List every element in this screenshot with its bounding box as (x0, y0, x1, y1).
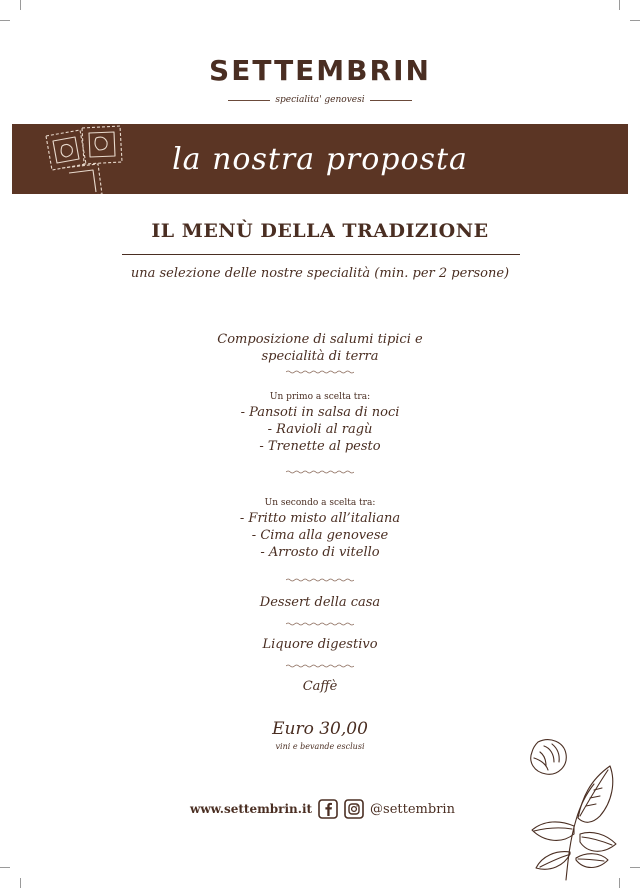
crop-mark (0, 867, 10, 868)
website-link[interactable]: www.settembrin.it (190, 802, 313, 816)
secondo-item: - Fritto misto all’italiana (239, 511, 401, 526)
crop-mark (630, 20, 640, 21)
primo-item: - Pansoti in salsa di noci (240, 405, 400, 420)
caffe-item: Caffè (302, 679, 338, 694)
crop-mark (0, 20, 10, 21)
dessert-item: Dessert della casa (259, 595, 381, 610)
antipasto-line: specialità di terra (261, 349, 379, 364)
crop-mark (20, 878, 21, 888)
primo-section (0, 390, 640, 455)
crop-mark (630, 867, 640, 868)
social-handle[interactable]: @settembrin (370, 801, 455, 817)
brand-tagline-row (228, 92, 412, 108)
instagram-icon[interactable] (344, 799, 364, 819)
basil-illustration (524, 734, 620, 882)
wave-divider (286, 663, 354, 669)
price-amount: Euro 30,00 (272, 719, 368, 739)
price-note: vini e bevande esclusi (275, 742, 365, 751)
primo-item: - Ravioli al ragù (267, 422, 373, 437)
antipasto-line: Composizione di salumi tipici e (217, 332, 423, 347)
wave-divider (286, 369, 354, 375)
crop-mark (619, 0, 620, 10)
crop-mark (20, 0, 21, 10)
wave-divider (286, 621, 354, 627)
secondo-section (0, 496, 640, 561)
tagline-rule-right (370, 100, 412, 101)
wave-divider (286, 577, 354, 583)
caffe-section (0, 678, 640, 695)
dessert-section (0, 594, 640, 611)
secondo-item: - Arrosto di vitello (260, 545, 380, 560)
menu-title: IL MENÙ DELLA TRADIZIONE (151, 220, 489, 242)
wave-divider (286, 469, 354, 475)
facebook-icon[interactable] (318, 799, 338, 819)
primo-item: - Trenette al pesto (259, 439, 381, 454)
primo-heading: Un primo a scelta tra: (269, 392, 371, 402)
brand-tagline: specialita' genovesi (275, 95, 365, 105)
footer (190, 798, 455, 820)
antipasto-section (0, 331, 640, 365)
menu-subtitle: una selezione delle nostre specialità (min. per 2 persone) (130, 266, 510, 281)
liquore-item: Liquore digestivo (262, 637, 378, 652)
liquore-section (0, 636, 640, 653)
title-divider (122, 254, 520, 255)
brand-logo: SETTEMBRIN (209, 54, 431, 87)
tagline-rule-left (228, 100, 270, 101)
banner-title: la nostra proposta (172, 141, 468, 177)
secondo-item: - Cima alla genovese (251, 528, 389, 543)
secondo-heading: Un secondo a scelta tra: (264, 498, 376, 508)
